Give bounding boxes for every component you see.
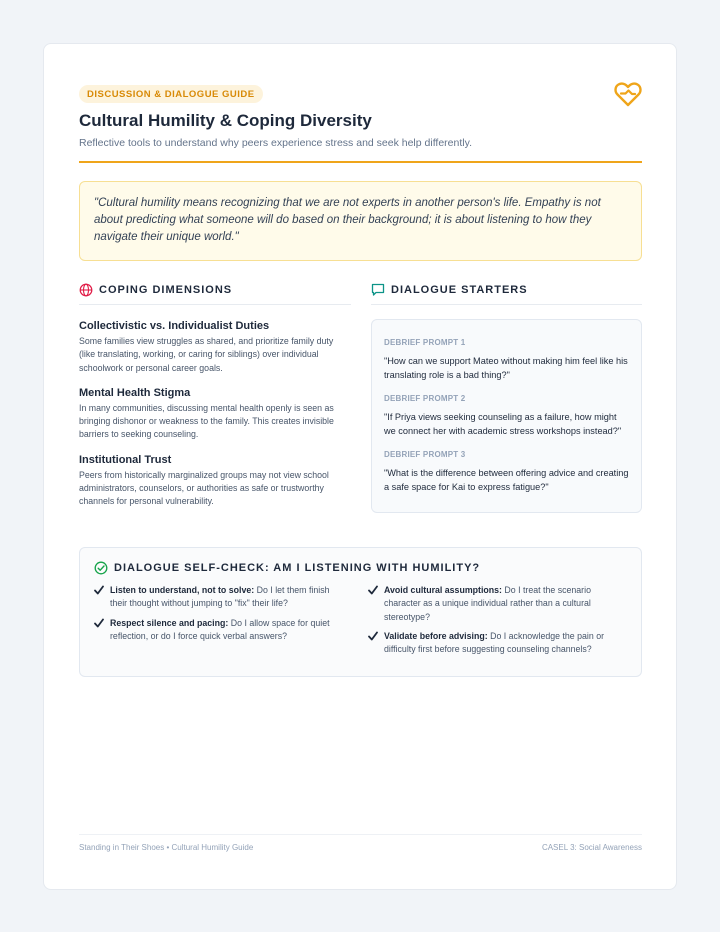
self-check-item-title: Avoid cultural assumptions:	[384, 585, 502, 595]
globe-icon	[79, 283, 93, 297]
header-divider	[79, 161, 642, 163]
self-check-heading	[94, 561, 627, 575]
prompt-label: DEBRIEF PROMPT 1	[384, 338, 466, 347]
prompt-card	[371, 319, 642, 513]
page-title: Cultural Humility & Coping Diversity	[79, 111, 372, 130]
prompt-label: DEBRIEF PROMPT 3	[384, 450, 466, 459]
self-check-item	[368, 630, 618, 657]
page-footer	[79, 834, 642, 852]
guide-content	[79, 84, 642, 533]
footer-right: CASEL 3: Social Awareness	[541, 843, 642, 852]
checkmark-icon	[94, 585, 104, 595]
dialogue-starters-section	[371, 283, 642, 513]
checkmark-icon	[94, 618, 104, 628]
dimension-item	[79, 320, 351, 375]
coping-dimensions-section	[79, 283, 351, 509]
prompt-label: DEBRIEF PROMPT 2	[384, 394, 466, 403]
self-check-item-text: Do I let them finish their thought without jumping to "fix" their life?	[110, 585, 330, 609]
heart-hands-icon	[614, 81, 642, 107]
dimension-title: Collectivistic vs. Individualist Duties	[79, 320, 270, 332]
debrief-prompt	[384, 338, 629, 382]
eyebrow-badge: DISCUSSION & DIALOGUE GUIDE	[79, 85, 263, 103]
self-check-item-text: Do I acknowledge the pain or difficulty first before suggesting counseling channels?	[384, 630, 605, 655]
dimension-text: In many communities, discussing mental health openly is seen as bringing dishonor or weakness to the family. This creates invisible barriers to seeking counseling.	[79, 402, 334, 440]
dimension-item	[79, 387, 351, 442]
page-subtitle: Reflective tools to understand why peers experience stress and seek help differently.	[79, 137, 472, 149]
dialogue-heading-label: DIALOGUE STARTERS	[391, 284, 528, 296]
prompt-text: "How can we support Mateo without making him feel like his translating role is a bad thing?"	[384, 356, 628, 380]
self-check-column-left	[94, 584, 344, 649]
guide-page	[43, 43, 677, 890]
self-check-item	[94, 617, 344, 644]
dimension-title: Mental Health Stigma	[79, 386, 191, 399]
dimension-text: Some families view struggles as shared, and prioritize family duty (like translating, working, or caring for siblings) over individual schoolwork or personal career goals.	[79, 336, 334, 373]
self-check-item-text: Do I treat the scenario character as a unique individual rather than a cultural stereotype?	[384, 585, 591, 622]
debrief-prompt	[384, 394, 629, 438]
check-circle-icon	[94, 561, 108, 575]
self-check-panel	[79, 547, 642, 677]
debrief-prompt	[384, 450, 629, 494]
chat-bubble-icon	[371, 283, 385, 297]
checkmark-icon	[368, 631, 378, 641]
self-check-item-title: Respect silence and pacing:	[110, 617, 229, 628]
self-check-item	[368, 584, 618, 624]
two-column-section	[79, 283, 642, 533]
footer-left: Standing in Their Shoes • Cultural Humility Guide	[79, 843, 254, 852]
dialogue-heading	[371, 283, 642, 305]
dimension-text: Peers from historically marginalized groups may not view school administrators, counselors, or authorities as safe or trustworthy channels for personal vulnerability.	[79, 469, 329, 507]
checkmark-icon	[368, 585, 378, 595]
self-check-heading-label: DIALOGUE SELF-CHECK: AM I LISTENING WITH HUMILITY?	[114, 562, 481, 574]
self-check-item	[94, 584, 344, 611]
prompt-text: "What is the difference between offering advice and creating a safe space for Kai to express fatigue?"	[384, 468, 629, 492]
coping-heading	[79, 283, 351, 305]
humility-quote: "Cultural humility means recognizing that we are not experts in another person's life. Empathy is not about predicting what someone will do based on their background; it is about listening to how they navigate their unique world."	[79, 181, 642, 261]
prompt-text: "If Priya views seeking counseling as a failure, how might we connect her with academic stress workshops instead?"	[384, 412, 622, 436]
self-check-item-title: Validate before advising:	[384, 630, 488, 641]
dimension-item	[79, 454, 351, 509]
dimension-title: Institutional Trust	[79, 453, 172, 466]
coping-heading-label: COPING DIMENSIONS	[99, 284, 233, 296]
self-check-item-title: Listen to understand, not to solve:	[110, 585, 255, 595]
self-check-column-right	[368, 584, 618, 662]
self-check-item-text: Do I allow space for quiet reflection, or do I force quick verbal answers?	[110, 617, 330, 641]
self-check-grid	[94, 584, 627, 664]
